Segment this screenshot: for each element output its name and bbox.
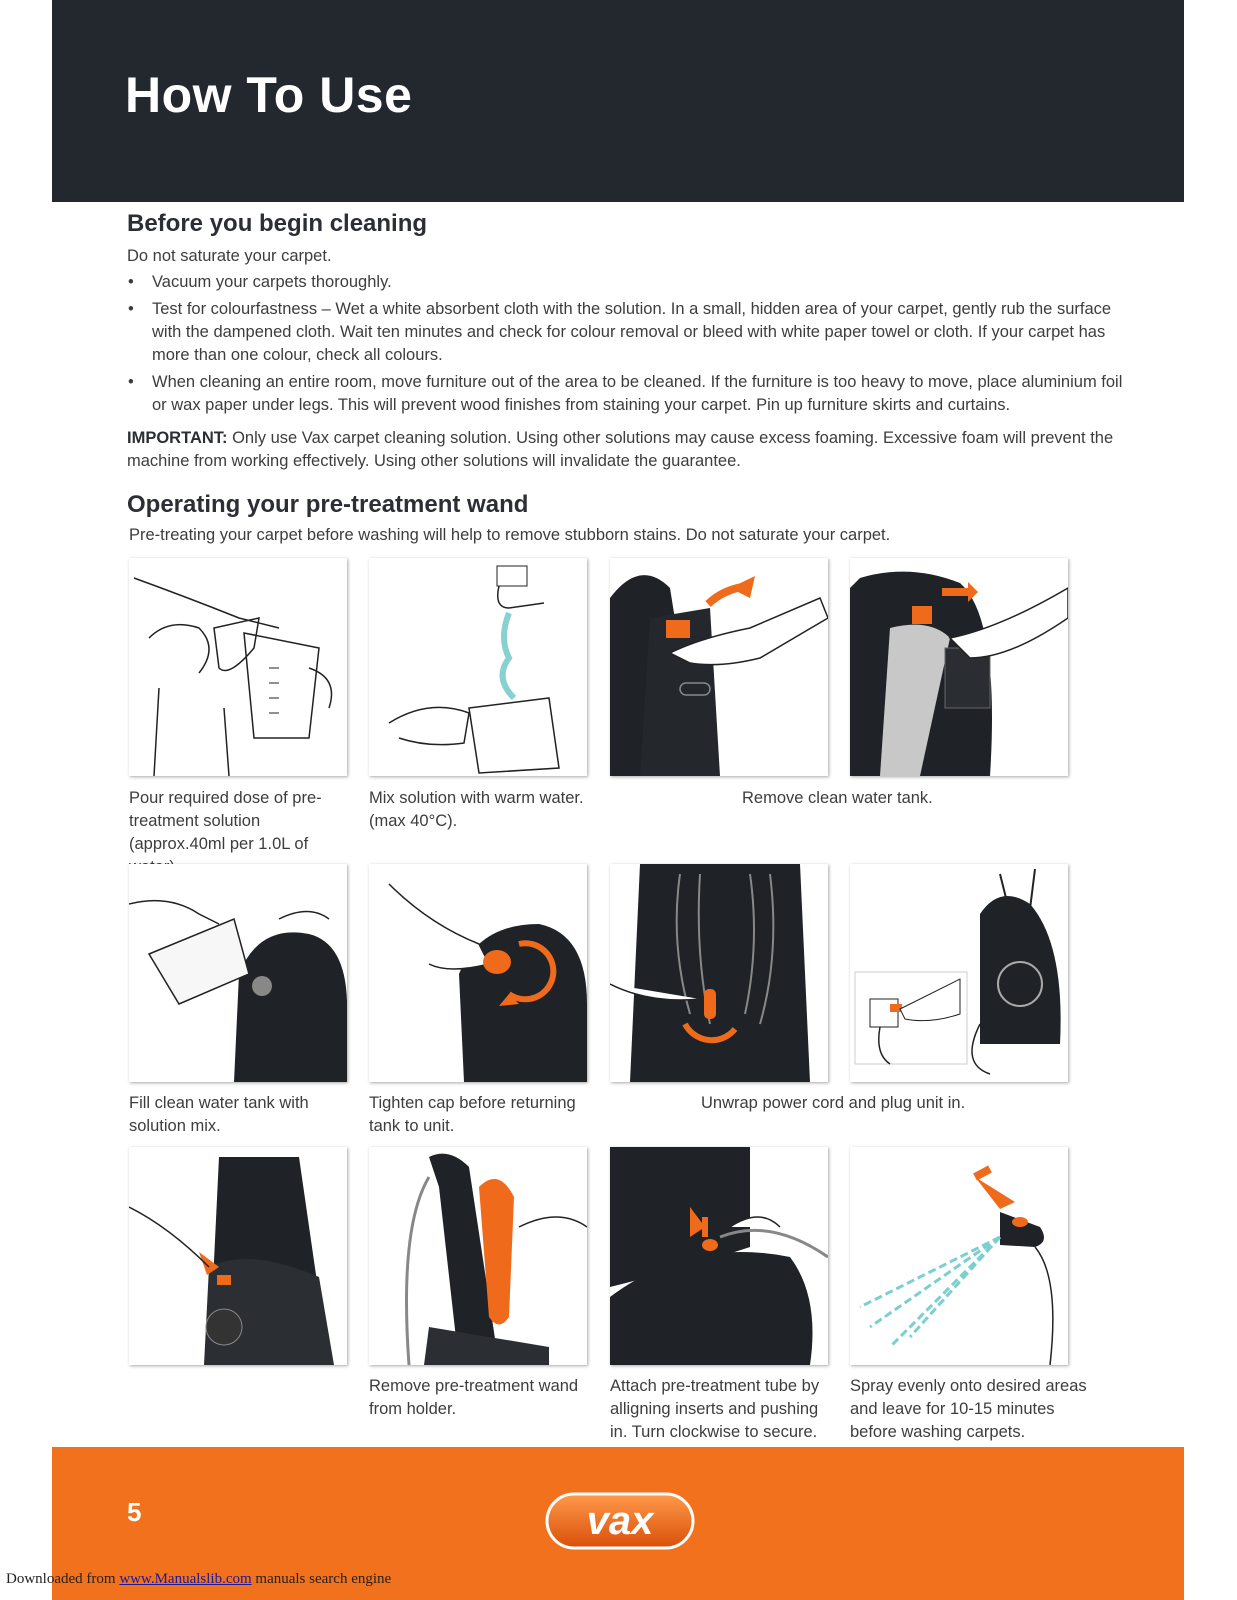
- header-bar: [52, 0, 1184, 202]
- step-unwrap-image-b: [850, 864, 1068, 1082]
- step-unwrap-image-a: [610, 864, 828, 1082]
- step-tighten-image: [369, 864, 587, 1082]
- before-intro: Do not saturate your carpet.: [127, 247, 332, 265]
- important-note: [127, 427, 1137, 473]
- vax-logo: [545, 1492, 695, 1550]
- step-mix-image: [369, 558, 587, 776]
- step-remove-tank-image-b: [850, 558, 1068, 776]
- wand-intro: Pre-treating your carpet before washing will help to remove stubborn stains. Do not saturate your carpet.: [129, 526, 891, 544]
- caption-remove-wand: Remove pre-treatment wand from holder.: [369, 1377, 579, 1418]
- before-heading: Before you begin cleaning: [127, 210, 428, 237]
- bullet-vacuum: • Vacuum your carpets thoroughly.: [127, 271, 1137, 294]
- caption-spray: Spray evenly onto desired areas and leave for 10-15 minutes before washing carpets.: [850, 1377, 1087, 1441]
- svg-text:vax: vax: [586, 1499, 654, 1543]
- caption-attach: Attach pre-treatment tube by alligning inserts and pushing in. Turn clockwise to secure.: [610, 1377, 820, 1441]
- step-attach-image: [610, 1147, 828, 1365]
- wand-heading: Operating your pre-treatment wand: [127, 491, 529, 518]
- important-label: IMPORTANT:: [127, 429, 228, 447]
- bullet-furniture: • When cleaning an entire room, move furniture out of the area to be cleaned. If the furniture is too heavy to move, place aluminium foil or wax paper under legs. This will prevent wood finishes from staining your carpet. Pin up furniture skirts and curtains.: [127, 371, 1137, 417]
- caption-pour: Pour required dose of pre-treatment solution (approx.40ml per 1.0L of: [129, 789, 322, 853]
- caption-mix: Mix solution with warm water. (max 40°C).: [369, 789, 584, 830]
- caption-remove-tank: Remove clean water tank.: [742, 789, 933, 807]
- step-fill-image: [129, 864, 347, 1082]
- caption-tighten: Tighten cap before returning tank to unit.: [369, 1094, 576, 1135]
- step-pour-image: [129, 558, 347, 776]
- caption-unwrap: Unwrap power cord and plug unit in.: [701, 1094, 966, 1112]
- caption-fill: Fill clean water tank with solution mix.: [129, 1094, 309, 1135]
- page-number: 5: [127, 1497, 142, 1527]
- page-title: How To Use: [125, 67, 413, 123]
- step-holder-image: [129, 1147, 347, 1365]
- step-remove-tank-image-a: [610, 558, 828, 776]
- manualslib-link[interactable]: www.Manualslib.com: [119, 1571, 252, 1587]
- bullet-colourfastness: • Test for colourfastness – Wet a white absorbent cloth with the solution. In a small, hidden area of your carpet, gently rub the surface with the dampened cloth. Wait ten minutes and check for colour removal or bleed with white paper towel or cloth. If your carpet has more than one colour, check all colours.: [127, 298, 1137, 367]
- step-remove-wand-image: [369, 1147, 587, 1365]
- download-note: Downloaded from www.Manualslib.com manuals search engine: [6, 1571, 392, 1587]
- before-bullet-list: [127, 271, 1137, 421]
- important-text: Only use Vax carpet cleaning solution. Using other solutions may cause excess foaming. Excessive foam will prevent the machine from working effectively. Using other solutions will invalidate the guarantee.: [127, 429, 1114, 470]
- step-spray-image: [850, 1147, 1068, 1365]
